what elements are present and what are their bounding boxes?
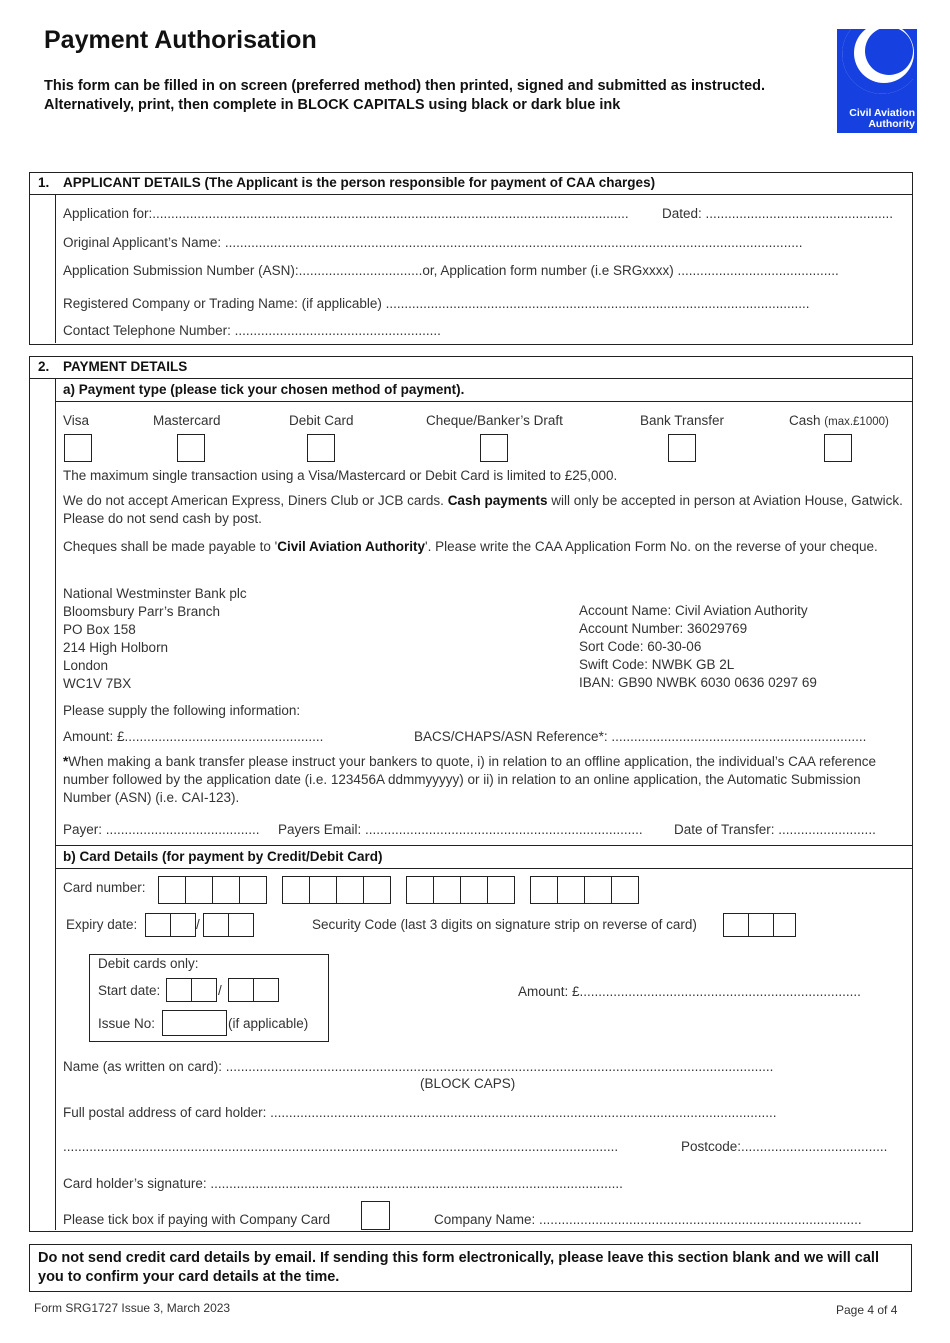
- card-number-label: Card number:: [63, 880, 146, 895]
- cheque-label: Cheque/Banker’s Draft: [426, 413, 563, 428]
- bank-transfer-label: Bank Transfer: [640, 413, 725, 428]
- card-email-warning: Do not send credit card details by email. If sending this form electronically, please leave this section blank and we will call you to confirm your card details at the time.: [38, 1250, 879, 1285]
- section-2-heading: PAYMENT DETAILS: [63, 359, 188, 374]
- company-name-field[interactable]: Registered Company or Trading Name: (if applicable) .................................................................................................................: [63, 296, 810, 311]
- mastercard-checkbox[interactable]: [177, 434, 205, 462]
- company-card-label: Please tick box if paying with Company Card: [63, 1212, 331, 1227]
- start-date-label: Start date:: [98, 983, 161, 998]
- card-digit-cell[interactable]: [239, 876, 267, 904]
- postal-address-line-2[interactable]: ....................................................................................................................................................: [63, 1139, 619, 1154]
- card-digit-cell[interactable]: [363, 876, 391, 904]
- card-digit-cell[interactable]: [336, 876, 364, 904]
- card-digit-cell[interactable]: [530, 876, 558, 904]
- payment-type-heading: a) Payment type (please tick your chosen method of payment).: [63, 382, 465, 397]
- security-code-label: Security Code (last 3 digits on signature strip on reverse of card): [312, 917, 697, 932]
- caa-logo: [837, 29, 917, 133]
- debit-card-checkbox[interactable]: [307, 434, 335, 462]
- card-digit-cell[interactable]: [158, 876, 186, 904]
- start-year-1[interactable]: [228, 978, 254, 1002]
- debit-card-label: Debit Card: [289, 413, 354, 428]
- company-name-card-field[interactable]: Company Name: ......................................................................................: [434, 1212, 862, 1227]
- form-reference: Form SRG1727 Issue 3, March 2023: [34, 1301, 231, 1315]
- accepted-cards-note: We do not accept American Express, Diners Club or JCB cards. Cash payments will only be accepted in person at Aviation House, Gatwick. Please do not send cash by post.: [63, 493, 903, 526]
- start-month-1[interactable]: [166, 978, 192, 1002]
- card-digit-cell[interactable]: [212, 876, 240, 904]
- visa-label: Visa: [63, 413, 90, 428]
- page-number: Page 4 of 4: [836, 1303, 898, 1317]
- section-1-number: 1.: [38, 175, 50, 190]
- form-instructions: This form can be filled in on screen (preferred method) then printed, signed and submitted as instructed. Alternatively, print, then complete in BLOCK CAPITALS using black or dark blue ink: [44, 78, 766, 113]
- supply-info-label: Please supply the following information:: [63, 703, 301, 718]
- expiry-separator: /: [196, 917, 200, 932]
- original-applicant-field[interactable]: Original Applicant’s Name: ..........................................................................................................................................................: [63, 235, 803, 250]
- expiry-date-label: Expiry date:: [66, 917, 138, 932]
- block-caps-note: (BLOCK CAPS): [420, 1076, 516, 1091]
- start-date-separator: /: [218, 983, 222, 998]
- visa-checkbox[interactable]: [64, 434, 92, 462]
- card-holder-signature-field[interactable]: Card holder’s signature: ..............................................................................................................: [63, 1176, 623, 1191]
- card-digit-cell[interactable]: [611, 876, 639, 904]
- application-for-field[interactable]: Application for:...............................................................................................................................: [63, 206, 629, 221]
- contact-phone-field[interactable]: Contact Telephone Number: .......................................................: [63, 323, 441, 338]
- cash-limit-note: (max.£1000): [824, 416, 889, 428]
- date-of-transfer-field[interactable]: Date of Transfer: ..........................: [674, 822, 876, 837]
- card-digit-cell[interactable]: [185, 876, 213, 904]
- card-digit-cell[interactable]: [282, 876, 310, 904]
- security-code-2[interactable]: [748, 913, 774, 937]
- expiry-year-1[interactable]: [203, 913, 229, 937]
- cash-label: Cash (max.£1000): [789, 413, 889, 428]
- section-1-box: [29, 172, 913, 345]
- bank-address: National Westminster Bank plc Bloomsbury Parr’s Branch PO Box 158 214 High Holborn London WC1V 7BX: [63, 586, 247, 691]
- payer-field[interactable]: Payer: .........................................: [63, 822, 260, 837]
- card-details-heading: b) Card Details (for payment by Credit/Debit Card): [63, 849, 383, 864]
- expiry-month-1[interactable]: [145, 913, 171, 937]
- logo-text-line1: Civil Aviation: [849, 107, 915, 119]
- card-digit-cell[interactable]: [309, 876, 337, 904]
- cash-checkbox[interactable]: [824, 434, 852, 462]
- transfer-amount-field[interactable]: Amount: £.....................................................: [63, 729, 324, 744]
- expiry-month-2[interactable]: [170, 913, 196, 937]
- page-title: Payment Authorisation: [44, 26, 317, 54]
- card-digit-cell[interactable]: [487, 876, 515, 904]
- asn-field[interactable]: Application Submission Number (ASN):.................................or, Application form number (i.e SRGxxxx) ...........................................: [63, 263, 839, 278]
- bacs-reference-field[interactable]: BACS/CHAPS/ASN Reference*: ....................................................................: [414, 729, 867, 744]
- card-digit-cell[interactable]: [584, 876, 612, 904]
- cheque-payee-note: Cheques shall be made payable to 'Civil Aviation Authority'. Please write the CAA Application Form No. on the reverse of your cheque.: [63, 539, 878, 554]
- company-card-checkbox[interactable]: [361, 1201, 390, 1230]
- postal-address-field[interactable]: Full postal address of card holder: .......................................................................................................................................: [63, 1105, 777, 1120]
- card-digit-cell[interactable]: [433, 876, 461, 904]
- bank-transfer-checkbox[interactable]: [668, 434, 696, 462]
- section-1-heading: APPLICANT DETAILS (The Applicant is the person responsible for payment of CAA charges): [63, 175, 656, 190]
- payer-email-field[interactable]: Payers Email: ..........................................................................: [278, 822, 643, 837]
- card-amount-field[interactable]: Amount: £...........................................................................: [518, 984, 861, 999]
- section-2-number: 2.: [38, 359, 50, 374]
- max-transaction-note: The maximum single transaction using a Visa/Mastercard or Debit Card is limited to £25,000.: [63, 468, 618, 483]
- mastercard-label: Mastercard: [153, 413, 221, 428]
- cheque-checkbox[interactable]: [480, 434, 508, 462]
- start-year-2[interactable]: [253, 978, 279, 1002]
- debit-only-label: Debit cards only:: [98, 956, 199, 971]
- start-month-2[interactable]: [191, 978, 217, 1002]
- issue-no-input[interactable]: [162, 1010, 227, 1036]
- name-on-card-field[interactable]: Name (as written on card): ..................................................................................................................................................: [63, 1059, 774, 1074]
- card-digit-cell[interactable]: [406, 876, 434, 904]
- security-code-1[interactable]: [723, 913, 749, 937]
- dated-field[interactable]: Dated: ..................................................: [662, 206, 894, 221]
- bank-account-details: Account Name: Civil Aviation Authority Account Number: 36029769 Sort Code: 60-30-06 Swift Code: NWBK GB 2L IBAN: GB90 NWBK 6030 0636 0297 69: [579, 603, 817, 690]
- issue-no-label: Issue No:: [98, 1016, 156, 1031]
- logo-text-line2: Authority: [868, 118, 915, 130]
- expiry-year-2[interactable]: [228, 913, 254, 937]
- bank-transfer-instructions: *When making a bank transfer please instruct your bankers to quote, i) in relation to an offline application, the individual’s CAA reference number followed by the application date (i.e. 123456A ddmmyyyyy) or ii) in relation to an online application, the Automatic Submission Number (ASN) (i.e. CAI-123).: [63, 754, 876, 805]
- postcode-field[interactable]: Postcode:.......................................: [681, 1139, 888, 1154]
- issue-no-note: (if applicable): [228, 1016, 309, 1031]
- card-digit-cell[interactable]: [460, 876, 488, 904]
- security-code-3[interactable]: [773, 913, 796, 937]
- card-digit-cell[interactable]: [557, 876, 585, 904]
